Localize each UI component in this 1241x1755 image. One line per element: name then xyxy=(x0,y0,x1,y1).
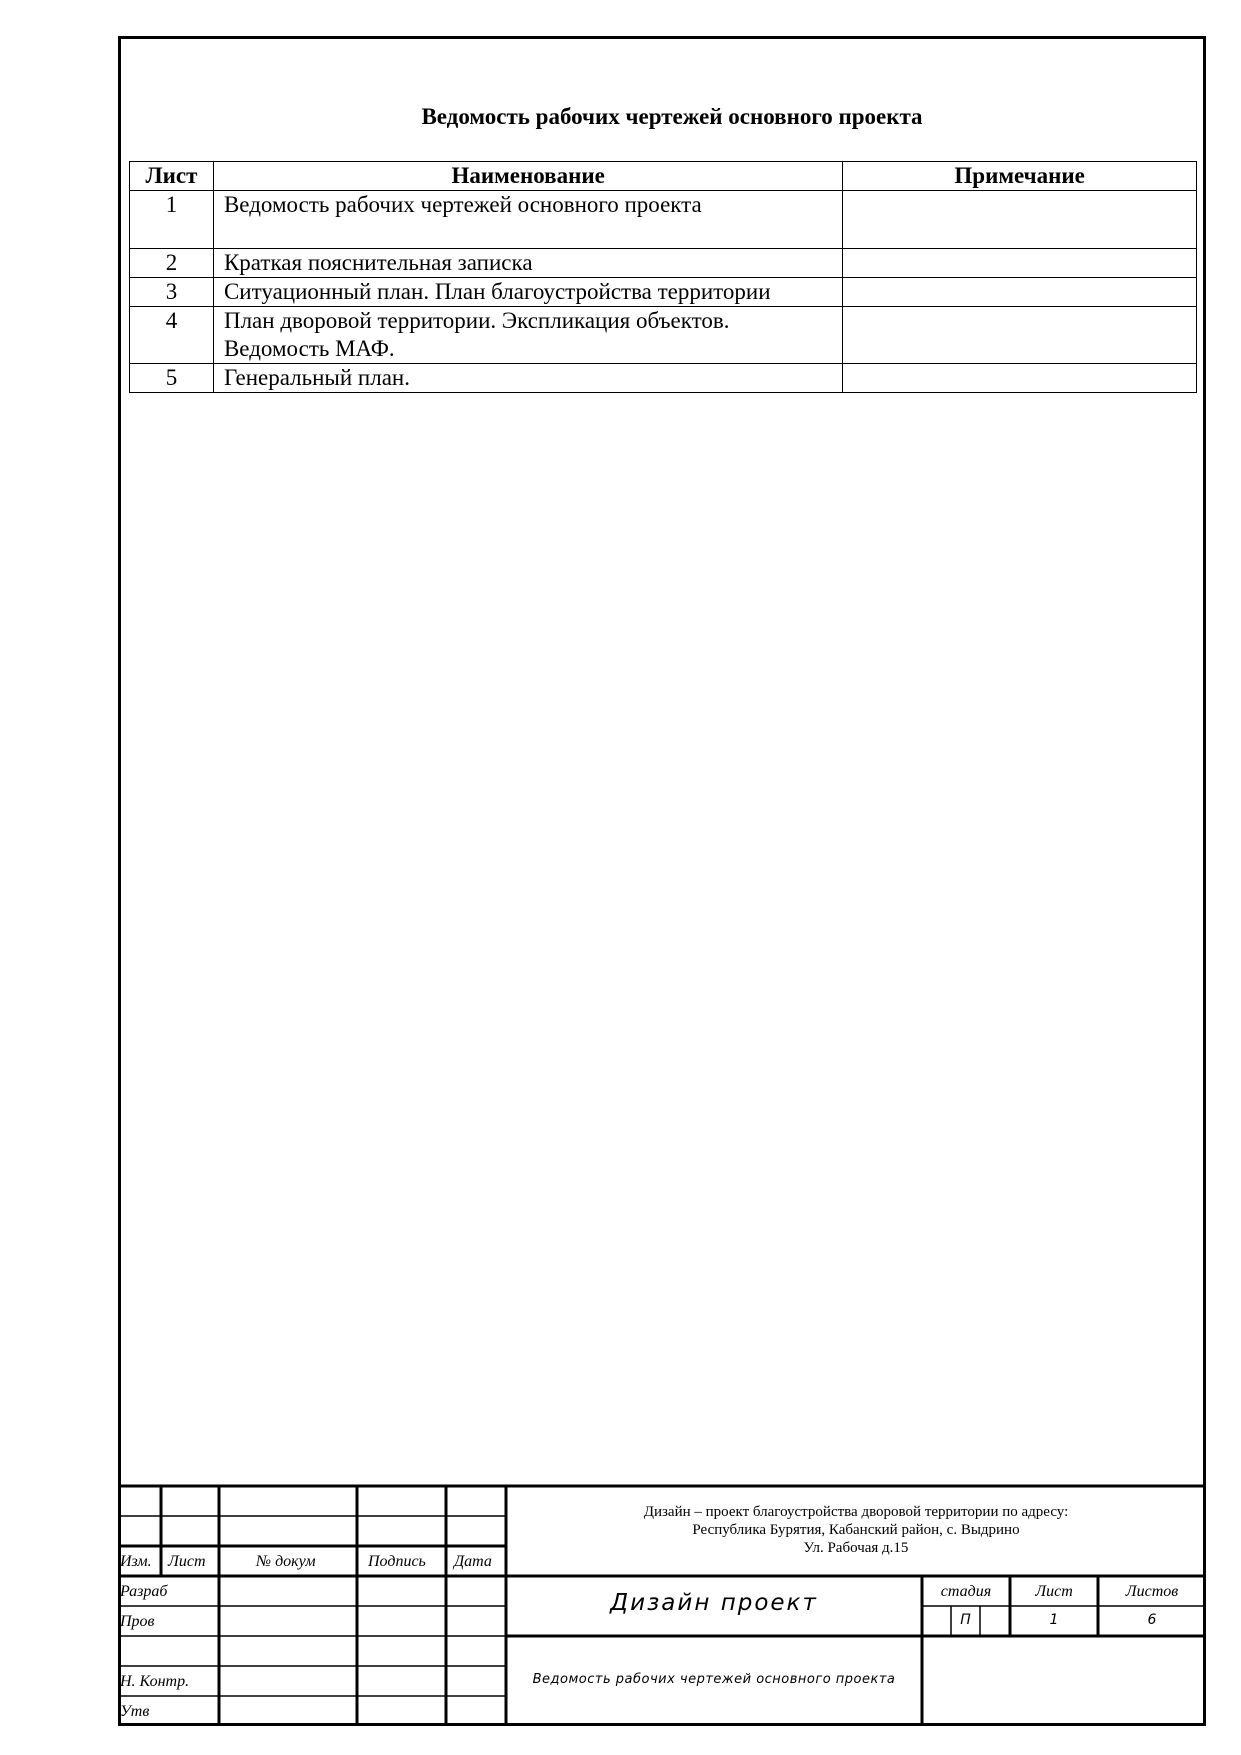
document-title: Ведомость рабочих чертежей основного проекта xyxy=(421,104,923,129)
label-list: Лист xyxy=(168,1553,206,1570)
row-note xyxy=(843,278,1197,307)
row-note xyxy=(843,364,1197,393)
row-note xyxy=(843,191,1197,249)
label-izm: Изм. xyxy=(120,1553,152,1570)
role-developer: Разраб xyxy=(120,1583,168,1600)
table-row xyxy=(130,307,1197,364)
header-name: Наименование xyxy=(213,162,842,191)
row-name: Ситуационный план. План благоустройства территории xyxy=(213,278,842,307)
row-name: Генеральный план. xyxy=(213,364,842,393)
row-sheet: 1 xyxy=(130,191,214,249)
label-signature: Подпись xyxy=(368,1553,426,1570)
stage-label: стадия xyxy=(940,1583,992,1600)
table-header-row xyxy=(130,162,1197,191)
row-note xyxy=(843,249,1197,278)
project-line-3: Ул. Рабочая д.15 xyxy=(803,1540,909,1556)
row-sheet: 3 xyxy=(130,278,214,307)
sheets-value: 6 xyxy=(1147,1612,1157,1628)
label-date: Дата xyxy=(454,1553,492,1570)
row-name: Краткая пояснительная записка xyxy=(213,249,842,278)
sheet-value: 1 xyxy=(1049,1612,1059,1628)
sheet-label: Лист xyxy=(1035,1583,1073,1600)
project-address xyxy=(506,1503,1206,1557)
row-sheet: 4 xyxy=(130,307,214,364)
table-row xyxy=(130,364,1197,393)
header-note: Примечание xyxy=(843,162,1197,191)
row-name: Ведомость рабочих чертежей основного проекта xyxy=(213,191,842,249)
row-note xyxy=(843,307,1197,364)
table-row xyxy=(130,249,1197,278)
stage-value: П xyxy=(960,1612,971,1628)
role-norm-control: Н. Контр. xyxy=(120,1673,190,1690)
label-doc-no: № докум xyxy=(256,1553,316,1570)
role-checker: Пров xyxy=(120,1613,155,1630)
sheet-caption: Ведомость рабочих чертежей основного проекта xyxy=(532,1672,896,1687)
table-row xyxy=(130,278,1197,307)
design-title: Дизайн проект xyxy=(610,1590,818,1616)
project-line-1: Дизайн – проект благоустройства дворовой территории по адресу: xyxy=(643,1504,1069,1520)
project-line-2: Республика Бурятия, Кабанский район, с. Выдрино xyxy=(692,1522,1020,1538)
sheets-label: Листов xyxy=(1125,1583,1179,1600)
sheet-list-table xyxy=(129,161,1197,393)
row-name: План дворовой территории. Экспликация объектов. Ведомость МАФ. xyxy=(213,307,842,364)
role-approved: Утв xyxy=(120,1703,150,1720)
row-sheet: 5 xyxy=(130,364,214,393)
table-row xyxy=(130,191,1197,249)
header-sheet: Лист xyxy=(130,162,214,191)
row-sheet: 2 xyxy=(130,249,214,278)
